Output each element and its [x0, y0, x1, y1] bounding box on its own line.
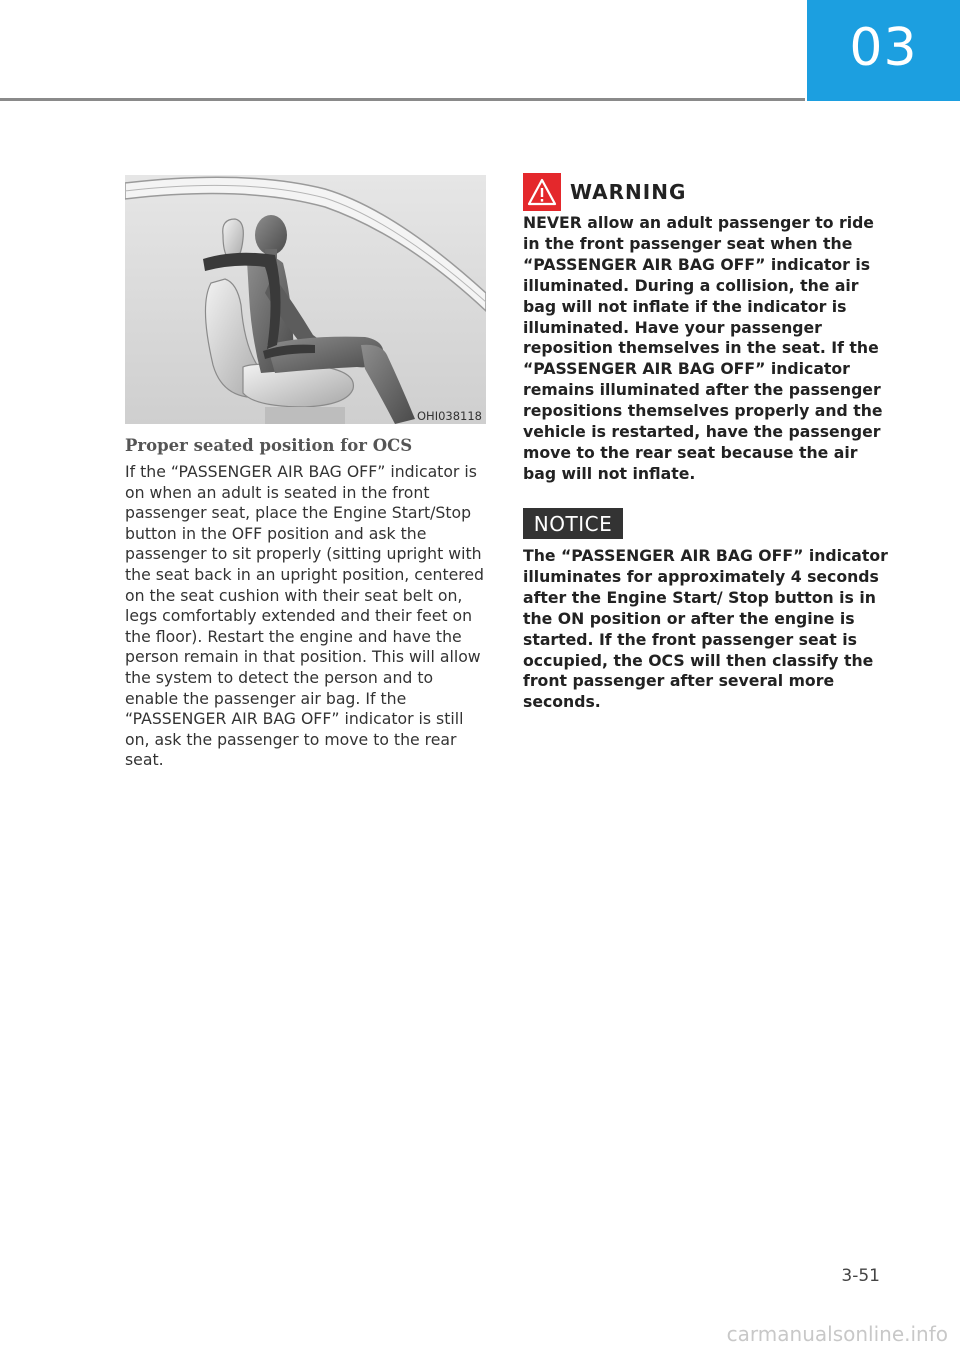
figure-caption: Proper seated position for OCS: [125, 436, 413, 455]
warning-triangle-icon: [523, 173, 561, 211]
seated-position-illustration: [125, 175, 486, 424]
warning-header: [523, 172, 686, 212]
page-number: 3-51: [841, 1266, 880, 1286]
seated-passenger-drawing: [125, 175, 486, 424]
header-rule: [0, 98, 805, 101]
warning-title: WARNING: [570, 180, 687, 204]
warning-text: NEVER allow an adult passenger to ride in the front passenger seat when the “PASSENGER AIR BAG OFF” indicator is illuminated. During a collision, the air bag will not inflate if the indicator is illuminated. Have your passenger reposition themselves in the seat. If the “PASSENGER AIR BAG OFF” indicator remains illuminated after the passenger repositions themselves properly and the vehicle is restarted, have the passenger move to the rear seat because the air bag will not inflate.: [523, 213, 883, 483]
chapter-number: 03: [849, 17, 918, 78]
notice-badge: NOTICE: [523, 508, 623, 539]
chapter-tab: [807, 0, 960, 101]
watermark: carmanualsonline.info: [726, 1322, 948, 1346]
notice-text: The “PASSENGER AIR BAG OFF” indicator illuminates for approximately 4 seconds after the Engine Start/ Stop button is in the ON position or after the engine is started. If the front passenger seat is occupied, the OCS will then classify the front passenger after several more seconds.: [523, 546, 888, 712]
body-paragraph: If the “PASSENGER AIR BAG OFF” indicator is on when an adult is seated in the front passenger seat, place the Engine Start/Stop button in the OFF position and ask the passenger to sit properly (sitting upright with the seat back in an upright position, centered on the seat cushion with their seat belt on, legs comfortably extended and their feet on the floor). Restart the engine and have the person remain in that position. This will allow the system to detect the person and to enable the passenger air bag. If the “PASSENGER AIR BAG OFF” indicator is still on, ask the passenger to move to the rear seat.: [125, 462, 484, 770]
figure-code: OHI038118: [417, 409, 482, 423]
